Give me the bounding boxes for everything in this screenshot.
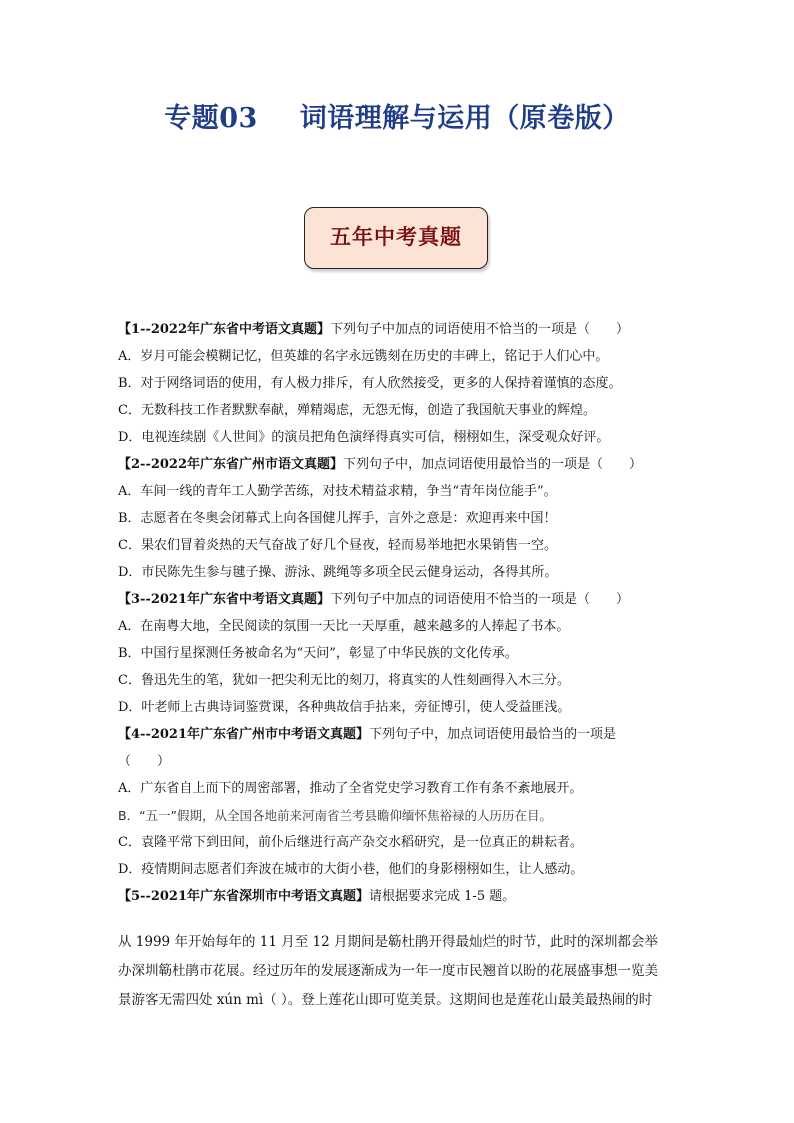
question-source-tag: 【1--2022年广东省中考语文真题】 [118, 322, 331, 337]
question-1-option-a: A．岁月可能会模糊记忆，但英雄的名字永远镌刻在历史的丰碑上，铭记于人们心中。 [118, 349, 609, 364]
question-4-option-a: A．广东省自上而下的周密部署，推动了全省党史学习教育工作有条不紊地展开。 [118, 781, 583, 796]
questions-section [118, 316, 684, 910]
question-2-option-b: B．志愿者在冬奥会闭幕式上向各国健儿挥手，言外之意是：欢迎再来中国！ [118, 511, 557, 526]
reading-passage [118, 928, 684, 1015]
question-source-tag: 【4--2021年广东省广州市中考语文真题】 [118, 727, 370, 742]
question-3-option-b: B．中国行星探测任务被命名为“天问”，彰显了中华民族的文化传承。 [118, 646, 518, 661]
question-1-option-c: C．无数科技工作者默默奉献，殚精竭虑，无怨无悔，创造了我国航天事业的辉煌。 [118, 403, 596, 418]
question-1-heading [118, 316, 684, 343]
question-4-answer-blank: （ ） [118, 754, 171, 769]
passage-line: 办深圳簕杜鹃市花展。经过历年的发展逐渐成为一年一度市民翘首以盼的花展盛事想一览美 [118, 963, 658, 979]
question-source-tag: 【2--2022年广东省广州市语文真题】 [118, 457, 344, 472]
question-stem: 下列句子中加点的词语使用不恰当的一项是（ ） [330, 322, 630, 337]
question-5-heading [118, 883, 684, 910]
title-topic-number: 专题03 [164, 103, 258, 134]
question-3-heading [118, 586, 684, 613]
question-4-option-c: C．袁隆平常下到田间，前仆后继进行高产杂交水稻研究，是一位真正的耕耘者。 [118, 835, 583, 850]
question-3-option-d: D．叶老师上古典诗词鉴赏课，各种典故信手拈来，旁征博引，使人受益匪浅。 [118, 700, 571, 715]
question-stem: 下列句子中，加点词语使用最恰当的一项是（ ） [343, 457, 643, 472]
question-4-heading [118, 721, 684, 748]
passage-line: 从 1999 年开始每年的 11 月至 12 月期间是簕杜鹃开得最灿烂的时节，此时的深圳都会举 [118, 934, 658, 950]
question-2-option-d: D．市民陈先生参与毽子操、游泳、跳绳等多项全民云健身运动，各得其所。 [118, 565, 558, 580]
question-stem: 下列句子中加点的词语使用不恰当的一项是（ ） [330, 592, 630, 607]
question-4-option-b: B．“五一”假期，从全国各地前来河南省兰考县瞻仰缅怀焦裕禄的人历历在目。 [118, 808, 553, 823]
question-stem: 下列句子中，加点词语使用最恰当的一项是 [369, 727, 617, 742]
question-2-option-c: C．果农们冒着炎热的天气奋战了好几个昼夜，轻而易举地把水果销售一空。 [118, 538, 557, 553]
question-1-option-d: D．电视连续剧《人世间》的演员把角色演绎得真实可信，栩栩如生，深受观众好评。 [118, 430, 610, 445]
page-title [0, 96, 794, 135]
section-banner: 五年中考真题 [304, 207, 488, 269]
question-2-option-a: A．车间一线的青年工人勤学苦练，对技术精益求精，争当“青年岗位能手”。 [118, 484, 557, 499]
title-topic-name: 词语理解与运用（原卷版） [299, 103, 630, 134]
question-4-option-d: D．疫情期间志愿者们奔波在城市的大街小巷，他们的身影栩栩如生，让人感动。 [118, 862, 584, 877]
question-2-heading [118, 451, 684, 478]
question-stem: 请根据要求完成 1-5 题。 [369, 889, 516, 904]
question-3-option-c: C．鲁迅先生的笔，犹如一把尖利无比的刻刀，将真实的人性刻画得入木三分。 [118, 673, 570, 688]
question-source-tag: 【3--2021年广东省中考语文真题】 [118, 592, 331, 607]
question-3-option-a: A．在南粤大地，全民阅读的氛围一天比一天厚重，越来越多的人捧起了书本。 [118, 619, 570, 634]
question-1-option-b: B．对于网络词语的使用，有人极力排斥，有人欣然接受，更多的人保持着谨慎的态度。 [118, 376, 622, 391]
question-source-tag: 【5--2021年广东省深圳市中考语文真题】 [118, 889, 370, 904]
passage-line: 景游客无需四处 xún mì（ ）。登上莲花山即可览美景。这期间也是莲花山最美最热闹的时 [118, 992, 653, 1008]
